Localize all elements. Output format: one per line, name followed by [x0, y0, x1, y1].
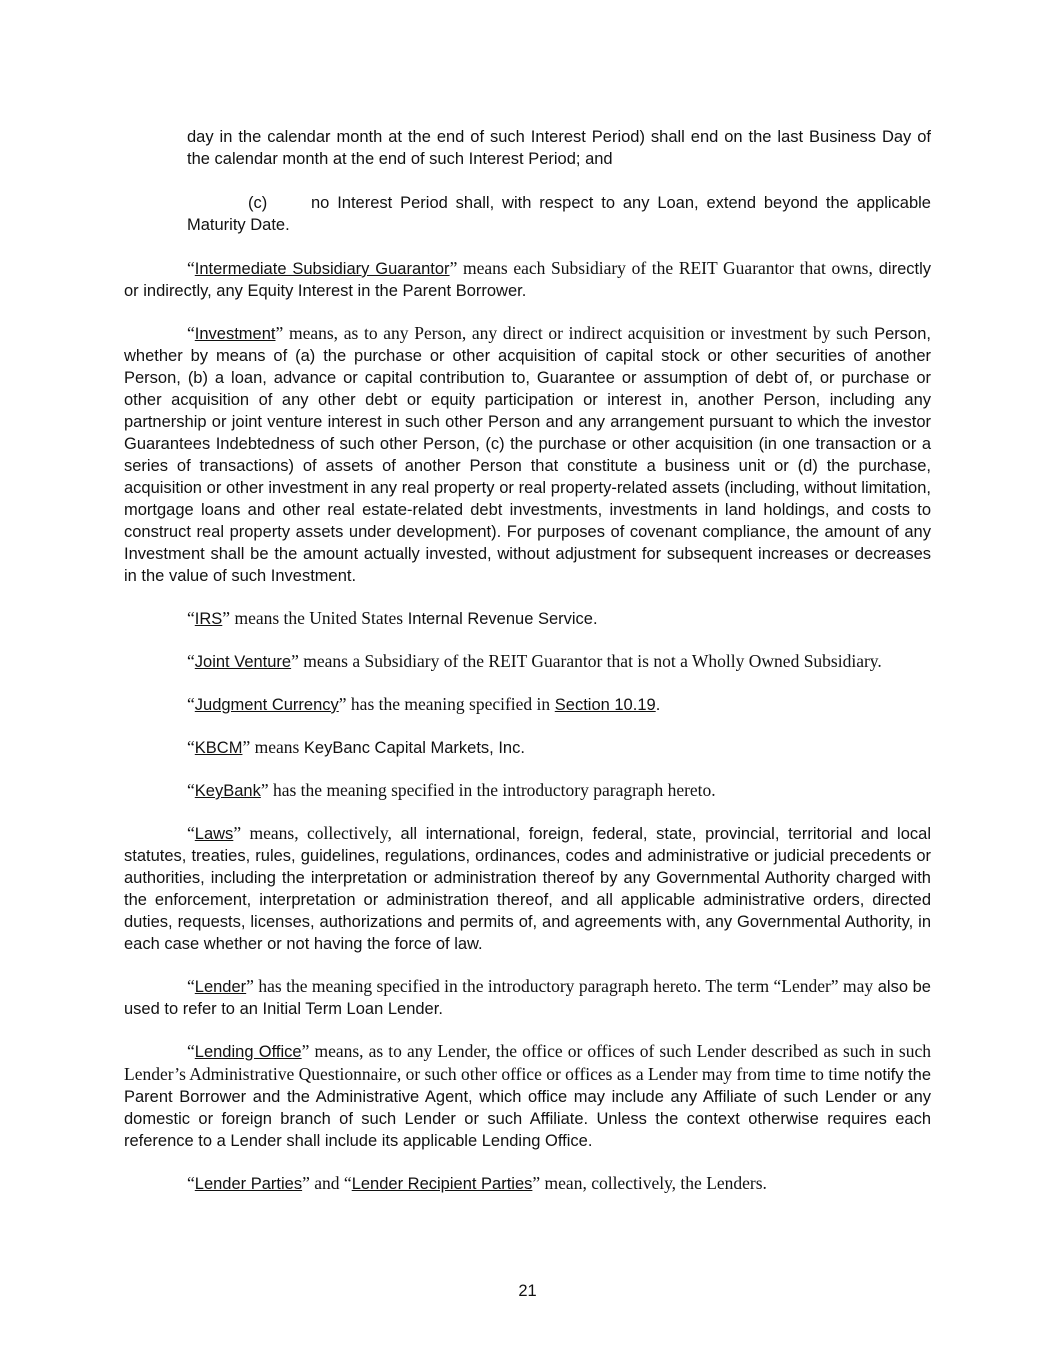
- defined-term: Laws: [194, 825, 234, 843]
- definition-judgment-currency: “Judgment Currency” has the meaning specified in Section 10.19.: [187, 694, 661, 714]
- page-number: 21: [518, 1282, 537, 1300]
- definition-tail: mean, collectively, the Lenders.: [544, 1173, 767, 1193]
- definition-irs: “IRS” means the United States Internal Revenue Service.: [187, 608, 598, 628]
- definition-text: Person, whether by means of (a) the purchase or other acquisition of capital stock or other securities of another Person, (b) a loan, advance or capital contribution to, Guarantee or assumption of debt of, or purchase or other acquisition of any other debt or equity participation or interest in, another Person, including any partnership or joint venture interest in such other Person and any arrangement pursuant to which the investor Guarantees Indebtedness of such other Person, (c) the purchase or other acquisition (in one transaction or a series of transactions) of assets of another Person that constitute a business unit or (d) the purchase, acquisition or other investment in any real property or real property-related assets (including, without limitation, mortgage loans and other real estate-related debt investments, investments in land holdings, and costs to construct real property assets under development). For purposes of covenant compliance, the amount of any Investment shall be the amount actually invested, without adjustment for subsequent increases or decreases in the value of such Investment.: [124, 325, 931, 585]
- definition-kbcm: “KBCM” means KeyBanc Capital Markets, Inc.: [187, 737, 525, 757]
- defined-term: Lender: [194, 978, 247, 996]
- defined-term: Lending Office: [194, 1043, 302, 1061]
- definition-intermediate-subsidiary-guarantor: “Intermediate Subsidiary Guarantor” means each Subsidiary of the REIT Guarantor that owns, directly or indirectly, any Equity Interest in the Parent Borrower.: [124, 258, 931, 300]
- definition-connector: and: [314, 1173, 340, 1193]
- definition-investment: “Investment” means, as to any Person, any direct or indirect acquisition or investment by such Person, whether by means of (a) the purchase or other acquisition of capital stock or other securities of another Person, (b) a loan, advance or capital contribution to, Guarantee or assumption of debt of, or purchase or other acquisition of any other debt or equity participation or interest in, another Person, including any partnership or joint venture interest in such other Person and any arrangement pursuant to which the investor Guarantees Indebtedness of such other Person, (c) the purchase or other acquisition (in one transaction or a series of transactions) of assets of another Person that constitute a business unit or (d) the purchase, acquisition or other investment in any real property or real property-related assets (including, without limitation, mortgage loans and other real estate-related debt investments, investments in land holdings, and costs to construct real property assets under development). For purposes of covenant compliance, the amount of any Investment shall be the amount actually invested, without adjustment for subsequent increases or decreases in the value of such Investment.: [124, 323, 931, 585]
- continuation-text: day in the calendar month at the end of such Interest Period) shall end on the last Business Day of the calendar month at the end of such Interest Period; and: [187, 128, 931, 168]
- defined-term: Lender Recipient Parties: [351, 1175, 533, 1193]
- defined-term: KBCM: [194, 739, 243, 757]
- definition-lead: means the United States: [234, 608, 404, 628]
- definition-tail: .: [655, 696, 661, 714]
- definition-lending-office: “Lending Office” means, as to any Lender, the office or offices of such Lender described as such in such Lender’s Administrative Questionnaire, or such other office or offices as a Lender may from time to time notify the Parent Borrower and the Administrative Agent, which office may include any Affiliate of such Lender or any domestic or foreign branch of such Lender or such Affiliate. Unless the context otherwise requires each reference to a Lender shall include its applicable Lending Office.: [124, 1041, 931, 1150]
- continuation-paragraph: [124, 126, 931, 170]
- definition-lead: means a Subsidiary of the REIT Guarantor that is not a Wholly Owned Subsidiary.: [303, 651, 882, 671]
- defined-term: Joint Venture: [194, 653, 292, 671]
- clause-c-paragraph: [124, 192, 931, 236]
- definition-lead: has the meaning specified in the introductory paragraph hereto. The term “Lender” may: [258, 976, 874, 996]
- defined-term: IRS: [194, 610, 223, 628]
- section-reference-link[interactable]: Section 10.19: [554, 696, 656, 714]
- document-page: [124, 126, 931, 1195]
- definition-lead: means, as to any Lender, the office or offices of such Lender described as such in such Lender’s Administrative Questionnaire, or such other office or offices as a Lender may from time to time: [124, 1041, 931, 1084]
- clause-c-label: (c): [248, 194, 268, 212]
- definition-lead: means each Subsidiary of the REIT Guarantor that owns,: [462, 258, 873, 278]
- definition-lender: “Lender” has the meaning specified in the introductory paragraph hereto. The term “Lender” may also be used to refer to an Initial Term Loan Lender.: [124, 976, 931, 1018]
- definition-lead: has the meaning specified in: [350, 694, 551, 714]
- definition-text: notify the Parent Borrower and the Administrative Agent, which office may include any Affiliate of such Lender or any domestic or foreign branch of such Lender or such Affiliate. Unless the context otherwise requires each reference to a Lender shall include its applicable Lending Office.: [124, 1066, 931, 1150]
- defined-term: KeyBank: [194, 782, 261, 800]
- clause-c-text: no Interest Period shall, with respect to any Loan, extend beyond the applicable Maturity Date.: [187, 194, 931, 234]
- definition-joint-venture: “Joint Venture” means a Subsidiary of the REIT Guarantor that is not a Wholly Owned Subsidiary.: [187, 651, 882, 671]
- definition-text: KeyBanc Capital Markets, Inc.: [303, 739, 525, 757]
- definition-keybank: “KeyBank” has the meaning specified in the introductory paragraph hereto.: [187, 780, 716, 800]
- definition-lender-parties: “Lender Parties” and “Lender Recipient Parties” mean, collectively, the Lenders.: [187, 1173, 767, 1193]
- defined-term: Judgment Currency: [194, 696, 339, 714]
- defined-term: Lender Parties: [194, 1175, 303, 1193]
- definition-lead: has the meaning specified in the introductory paragraph hereto.: [272, 780, 716, 800]
- definition-lead: means: [254, 737, 300, 757]
- definition-laws: “Laws” means, collectively, all international, foreign, federal, state, provincial, territorial and local statutes, treaties, rules, guidelines, regulations, ordinances, codes and administrative or judicial precedents or authorities, including the interpretation or administration thereof by any Governmental Authority charged with the enforcement, interpretation or administration thereof, and all applicable administrative orders, directed duties, requests, licenses, authorizations and permits of, and agreements with, any Governmental Authority, in each case whether or not having the force of law.: [124, 823, 931, 953]
- definition-text: directly or indirectly, any Equity Interest in the Parent Borrower.: [124, 260, 931, 300]
- definition-text: also be used to refer to an Initial Term Loan Lender.: [124, 978, 931, 1018]
- definition-text: all international, foreign, federal, state, provincial, territorial and local statutes, treaties, rules, guidelines, regulations, ordinances, codes and administrative or judicial precedents or authorities, including the interpretation or administration thereof by any Governmental Authority charged with the enforcement, interpretation or administration thereof, and all applicable administrative orders, directed duties, requests, licenses, authorizations and permits of, and agreements with, any Governmental Authority, in each case whether or not having the force of law.: [124, 825, 931, 953]
- defined-term: Investment: [194, 325, 276, 343]
- definition-lead: means, as to any Person, any direct or indirect acquisition or investment by such: [288, 323, 869, 343]
- definition-lead: means, collectively,: [249, 823, 392, 843]
- defined-term: Intermediate Subsidiary Guarantor: [194, 260, 450, 278]
- definition-text: Internal Revenue Service.: [407, 610, 598, 628]
